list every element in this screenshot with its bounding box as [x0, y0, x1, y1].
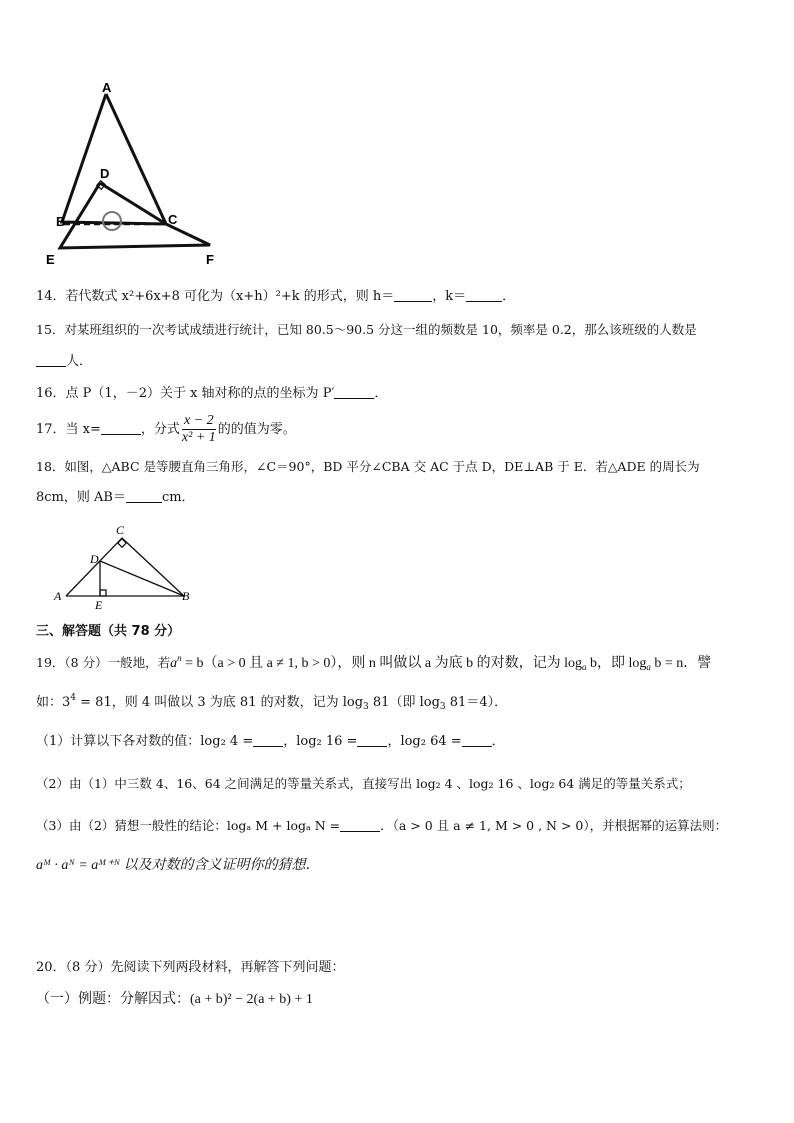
- question-20-line1: [36, 960, 344, 976]
- q20-line2: （一）例题：分解因式：(a + b)² − 2(a + b) + 1: [36, 992, 313, 1007]
- q17-end: 的的值为零。: [217, 422, 296, 437]
- circle-marker: [103, 212, 121, 230]
- q20-line1: 20．（8 分）先阅读下列两段材料，再解答下列问题：: [36, 960, 345, 975]
- q19-l1c: n: [177, 653, 182, 663]
- q17-blank[interactable]: [101, 422, 141, 435]
- question-16: [36, 386, 387, 402]
- q19-blank-3[interactable]: [462, 734, 492, 747]
- triangle-abc: [62, 94, 166, 224]
- q17-mid: ，分式: [140, 422, 180, 437]
- label-d: D: [100, 166, 110, 181]
- q18-line1: 18．如图，△ABC 是等腰直角三角形，∠C＝90°，BD 平分∠CBA 交 AC 于点 D，DE⊥AB 于 E．若△ADE 的周长为: [36, 459, 700, 474]
- q18-line2-end: cm．: [161, 490, 195, 505]
- q19-l1d: = b（a > 0 且 a ≠ 1, b > 0），则 n 叫做以 a 为底 b 的对数，记为 log: [181, 656, 582, 671]
- triangle-def: [60, 183, 210, 248]
- label-c2: C: [116, 523, 125, 537]
- label-b2: B: [182, 589, 190, 603]
- q14-blank-h[interactable]: [394, 289, 432, 302]
- q18-line2-pre: 8cm，则 AB＝: [36, 490, 126, 505]
- question-18: [36, 459, 700, 475]
- q19-l2d: 3: [363, 702, 369, 712]
- label-c: C: [168, 212, 178, 227]
- q14-blank-k[interactable]: [466, 289, 502, 302]
- segment-db: [100, 561, 184, 596]
- q15-line1: 15．对某班组织的一次考试成绩进行统计，已知 80.5～90.5 分这一组的频数是 10，频率是 0.2，那么该班级的人数是: [36, 322, 697, 337]
- q14-mid: ，k＝: [432, 289, 467, 304]
- q15-line2-end: 人．: [66, 354, 93, 369]
- q14-end: ．: [502, 289, 516, 304]
- q19-sub1-c: ，log₂ 64 =: [387, 734, 462, 749]
- label-d2: D: [90, 552, 99, 566]
- q17-numerator: x − 2: [182, 413, 216, 430]
- question-17: [36, 410, 296, 450]
- q19-l2g: 81＝4）．: [445, 695, 508, 710]
- label-a2: A: [54, 589, 62, 603]
- q19-sub1-a: （1）计算以下各对数的值：log₂ 4 =: [36, 734, 254, 749]
- question-14: [36, 289, 515, 305]
- q19-sub2-text: （2）由（1）中三数 4、16、64 之间满足的等量关系式，直接写出 log₂ 4 、log₂ 16 、log₂ 64 满足的等量关系式；: [36, 776, 691, 791]
- label-e2: E: [95, 598, 103, 612]
- question-19-sub3-line2: [36, 858, 320, 874]
- q19-l1g: a: [646, 662, 651, 672]
- q19-l2b: 4: [70, 693, 77, 703]
- q16-end: ．: [374, 386, 388, 401]
- q16-blank[interactable]: [334, 386, 374, 399]
- q19-l2f: 3: [439, 702, 446, 712]
- q18-blank[interactable]: [126, 490, 162, 503]
- q19-l2a: 如：3: [36, 695, 71, 710]
- q19-blank-2[interactable]: [357, 734, 387, 747]
- q17-denominator: x² + 1: [181, 430, 216, 445]
- question-18-line2: [36, 490, 195, 506]
- right-angle-mark-e: [100, 590, 106, 596]
- triangle-abc-2: [66, 538, 184, 596]
- label-b: B: [56, 214, 66, 229]
- q17-prefix: 17．当 x=: [36, 422, 101, 437]
- q19-l1f: b，即 log: [586, 656, 647, 671]
- q19-sub3-line2: aᴹ · aᴺ = aᴹ⁺ᴺ 以及对数的含义证明你的猜想．: [36, 858, 320, 873]
- q19-l1h: b = n．譬: [650, 656, 712, 671]
- question-19-sub1: [36, 734, 505, 750]
- q19-sub1-b: ，log₂ 16 =: [283, 734, 358, 749]
- question-19-line2: [36, 690, 507, 715]
- q19-blank-4[interactable]: [340, 819, 380, 832]
- question-19-line1: [36, 650, 711, 675]
- q19-sub3-a: （3）由（2）猜想一般性的结论：logₐ M + logₐ N =: [36, 818, 341, 833]
- q19-l2c: = 81，则 4 叫做以 3 为底 81 的对数，记为 log: [76, 695, 364, 710]
- figure-triangle-abcdef: [40, 78, 230, 273]
- label-a: A: [102, 80, 112, 95]
- q19-l1e: a: [582, 662, 587, 672]
- figure-right-triangle-abc: [50, 520, 200, 612]
- label-f: F: [206, 252, 214, 267]
- q19-l1a: 19．（8 分）一般地，若: [36, 655, 171, 670]
- question-19-sub2: [36, 776, 691, 792]
- q16-text: 16．点 P（1，－2）关于 x 轴对称的点的坐标为 P′: [36, 386, 335, 401]
- question-15-line2: [36, 354, 92, 370]
- section-title: 三、解答题（共 78 分）: [36, 624, 181, 639]
- q17-fraction: [182, 413, 216, 446]
- q19-l1b: a: [170, 656, 178, 671]
- q14-prefix: 14．若代数式 x²+6x+8 可化为（x+h）²+k 的形式，则 h＝: [36, 289, 395, 304]
- question-19-sub3: [36, 818, 727, 834]
- q19-sub1-d: ．: [491, 734, 505, 749]
- q15-blank[interactable]: [36, 354, 66, 367]
- q19-l2e: 81（即 log: [368, 695, 440, 710]
- q19-blank-1[interactable]: [253, 734, 283, 747]
- label-e: E: [46, 252, 55, 267]
- question-15: [36, 322, 697, 338]
- q19-sub3-b: ．（a > 0 且 a ≠ 1, M > 0 , N > 0），并根据幂的运算法则：: [380, 818, 728, 833]
- question-20-line2: [36, 992, 313, 1008]
